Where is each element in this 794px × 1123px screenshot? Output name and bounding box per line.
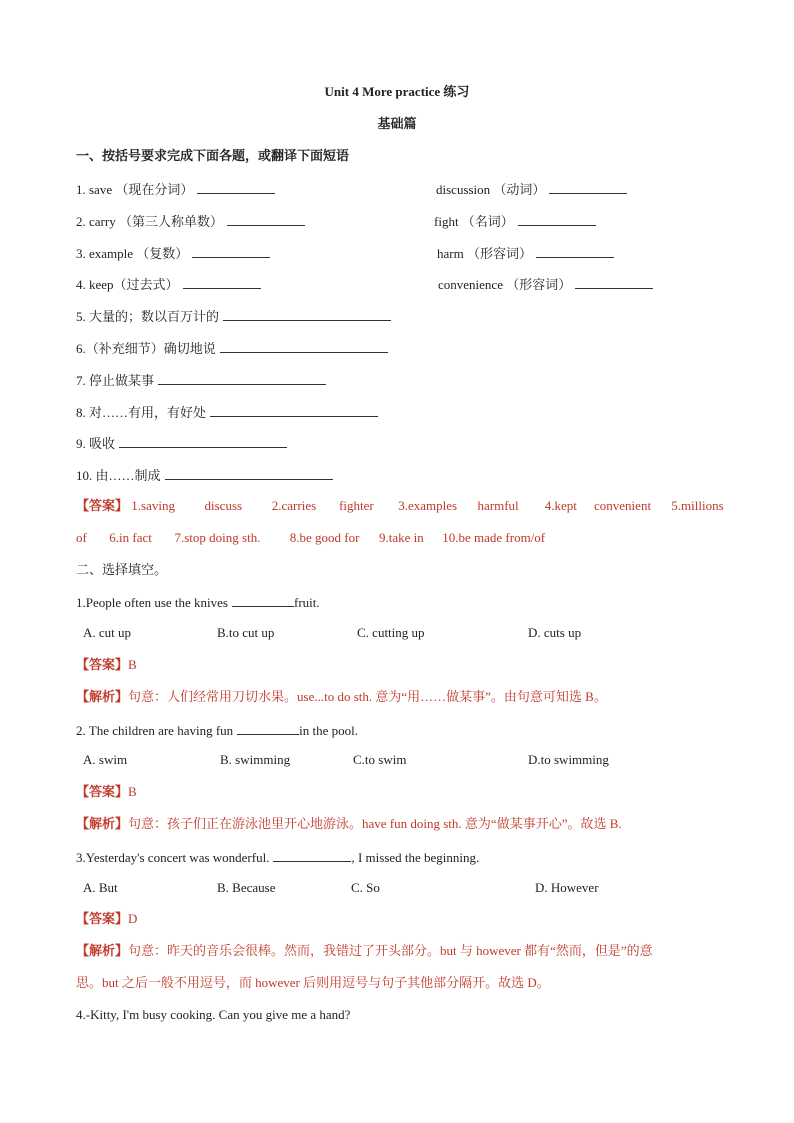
- answer-blank[interactable]: [183, 274, 261, 289]
- answer-blank[interactable]: [237, 720, 299, 735]
- answer-blank[interactable]: [119, 433, 287, 448]
- section2-heading: 二、选择填空。: [76, 562, 168, 577]
- q2-option-b[interactable]: B. swimming: [220, 752, 291, 767]
- item-7: 7. 停止做某事: [76, 370, 326, 390]
- q3-answer: 【答案】D: [76, 911, 138, 926]
- item-2: 2. carry （第三人称单数）: [76, 211, 305, 231]
- page-title: Unit 4 More practice 练习: [324, 84, 470, 99]
- section1-answer-line2: of 6.in fact 7.stop doing sth. 8.be good for 9.take in 10.be made from/of: [76, 530, 546, 545]
- q2-option-a[interactable]: A. swim: [83, 752, 128, 767]
- answer-blank[interactable]: [192, 243, 270, 258]
- answer-blank[interactable]: [165, 465, 333, 480]
- item-1-right: discussion （动词）: [436, 179, 627, 199]
- answer-blank[interactable]: [536, 243, 614, 258]
- answer-blank[interactable]: [575, 274, 653, 289]
- item-8: 8. 对……有用，有好处: [76, 402, 378, 422]
- q3-option-d[interactable]: D. However: [535, 880, 599, 895]
- section1-answer-line1: 【答案】 1.saving discuss 2.carries fighter 3.examples harmful 4.kept convenient 5.millions: [76, 498, 724, 513]
- question-4: 4.-Kitty, I'm busy cooking. Can you give me a hand?: [76, 1007, 351, 1022]
- q3-analysis-line1: 【解析】句意：昨天的音乐会很棒。然而，我错过了开头部分。but 与 however 都有“然而，但是”的意: [76, 943, 653, 958]
- q1-option-b[interactable]: B.to cut up: [217, 625, 275, 640]
- q1-option-c[interactable]: C. cutting up: [357, 625, 425, 640]
- question-1: 1.People often use the knives fruit.: [76, 592, 320, 612]
- item-3: 3. example （复数）: [76, 243, 270, 263]
- item-6: 6.（补充细节）确切地说: [76, 338, 388, 358]
- q2-answer: 【答案】B: [76, 784, 137, 799]
- answer-blank[interactable]: [197, 179, 275, 194]
- answer-blank[interactable]: [232, 592, 294, 607]
- answer-blank[interactable]: [158, 370, 326, 385]
- section1-heading: 一、按括号要求完成下面各题，或翻译下面短语: [76, 148, 350, 163]
- item-2-right: fight （名词）: [434, 211, 596, 231]
- q2-analysis: 【解析】句意：孩子们正在游泳池里开心地游泳。have fun doing sth. 意为“做某事开心”。故选 B.: [76, 816, 622, 831]
- q3-analysis-line2: 思。but 之后一般不用逗号，而 however 后则用逗号与句子其他部分隔开。故选 D。: [76, 975, 550, 990]
- question-3: 3.Yesterday's concert was wonderful. , I missed the beginning.: [76, 847, 479, 867]
- q1-analysis: 【解析】句意：人们经常用刀切水果。use...to do sth. 意为“用……做某事”。由句意可知选 B。: [76, 689, 607, 704]
- item-3-right: harm （形容词）: [437, 243, 614, 263]
- q1-answer: 【答案】B: [76, 657, 137, 672]
- answer-blank[interactable]: [227, 211, 305, 226]
- q1-option-a[interactable]: A. cut up: [83, 625, 132, 640]
- item-4-right: convenience （形容词）: [438, 274, 653, 294]
- answer-tag: 【答案】: [76, 498, 129, 513]
- q2-option-c[interactable]: C.to swim: [353, 752, 407, 767]
- answer-blank[interactable]: [220, 338, 388, 353]
- answer-blank[interactable]: [210, 402, 378, 417]
- question-2: 2. The children are having fun in the pool.: [76, 720, 358, 740]
- item-4: 4. keep（过去式）: [76, 274, 261, 294]
- item-5: 5. 大量的；数以百万计的: [76, 306, 391, 326]
- q3-option-c[interactable]: C. So: [351, 880, 380, 895]
- q1-option-d[interactable]: D. cuts up: [528, 625, 582, 640]
- answer-blank[interactable]: [518, 211, 596, 226]
- q2-option-d[interactable]: D.to swimming: [528, 752, 609, 767]
- item-9: 9. 吸收: [76, 433, 287, 453]
- item-1: 1. save （现在分词）: [76, 179, 275, 199]
- answer-blank[interactable]: [549, 179, 627, 194]
- q3-option-a[interactable]: A. But: [83, 880, 118, 895]
- answer-blank[interactable]: [273, 847, 351, 862]
- page-subtitle: 基础篇: [377, 116, 417, 131]
- item-10: 10. 由……制成: [76, 465, 333, 485]
- answer-blank[interactable]: [223, 306, 391, 321]
- q3-option-b[interactable]: B. Because: [217, 880, 276, 895]
